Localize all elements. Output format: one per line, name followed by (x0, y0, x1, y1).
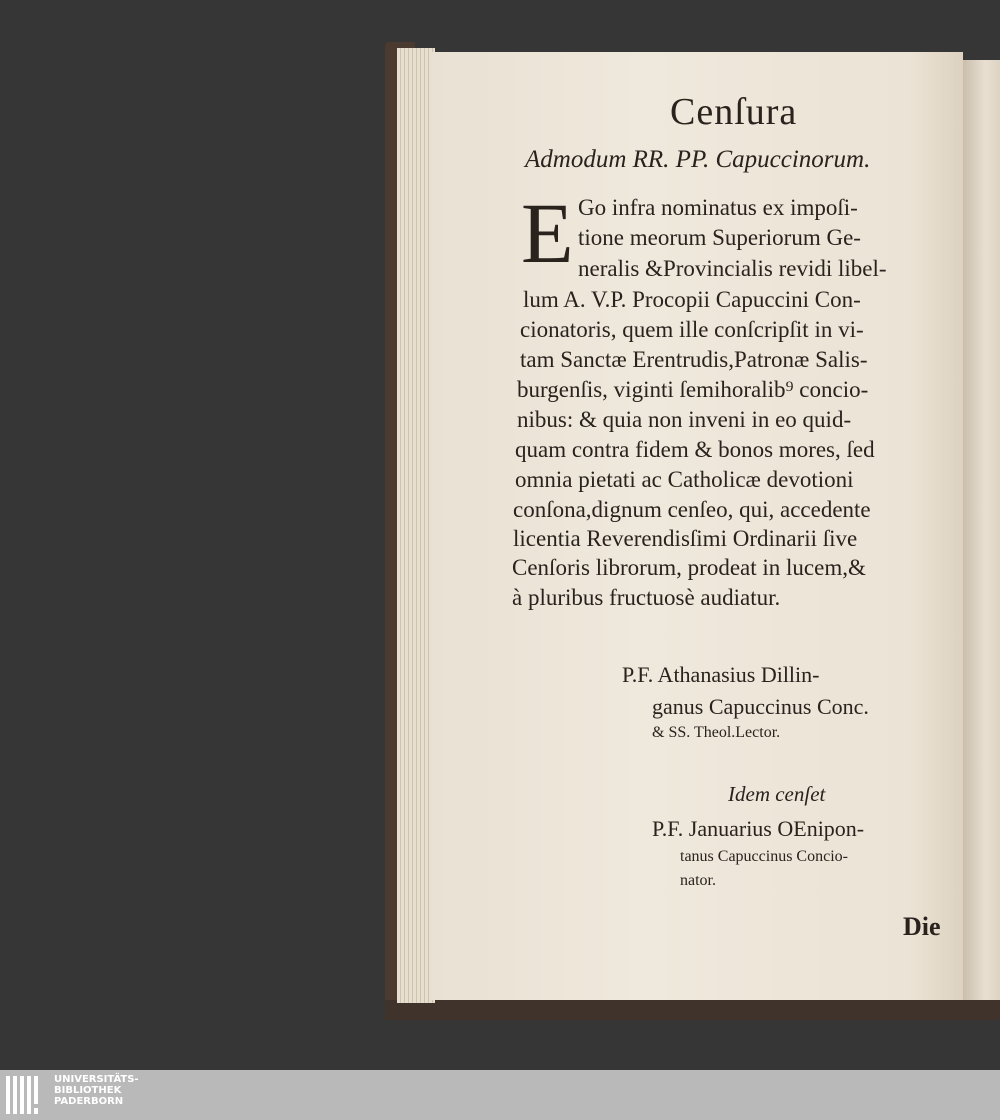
book-gutter (963, 60, 1000, 1000)
body-line: lum A. V.P. Procopii Capuccini Con- (523, 287, 861, 312)
library-name-line-1: UNIVERSITÄTS- (54, 1074, 139, 1085)
body-line: à pluribus fructuosè audiatur. (512, 585, 781, 610)
library-footer (0, 1070, 1000, 1120)
drop-cap: E (521, 185, 574, 281)
body-line: conſona,dignum cenſeo, qui, accedente (513, 497, 871, 522)
body-line: Cenſoris librorum, prodeat in lucem,& (512, 555, 866, 580)
signature-2-line-2: tanus Capuccinus Concio- (680, 848, 848, 865)
page-title: Cenſura (670, 91, 798, 133)
signature-1-line-1: P.F. Athanasius Dillin- (622, 662, 820, 687)
body-line: licentia Reverendisſimi Ordinarii ſive (513, 526, 858, 551)
page-subtitle: Admodum RR. PP. Capuccinorum. (525, 146, 871, 173)
body-line: cionatoris, quem ille conſcripſit in vi- (520, 317, 864, 342)
page-edges (397, 48, 435, 1003)
signature-1-line-3: & SS. Theol.Lector. (652, 724, 781, 741)
body-line: tam Sanctæ Erentrudis,Patronæ Salis- (520, 347, 868, 372)
body-line: tione meorum Superiorum Ge- (578, 225, 861, 250)
body-line: quam contra fidem & bonos mores, ſed (515, 437, 875, 462)
body-line: neralis &Provincialis revidi libel- (578, 256, 887, 281)
body-line: omnia pietati ac Catholicæ devotioni (515, 467, 854, 492)
book-cover-bottom (385, 1000, 1000, 1020)
signature-2-line-3: nator. (680, 872, 716, 889)
catchword: Die (903, 912, 941, 941)
library-name (54, 1074, 139, 1107)
body-line: nibus: & quia non inveni in eo quid- (517, 407, 852, 432)
signature-2-line-1: P.F. Januarius OEnipon- (652, 816, 865, 841)
library-name-line-3: PADERBORN (54, 1096, 124, 1107)
body-line: Go infra nominatus ex impoſi- (578, 195, 858, 220)
library-name-line-2: BIBLIOTHEK (54, 1085, 122, 1096)
signature-1-line-2: ganus Capuccinus Conc. (652, 694, 869, 719)
body-line: burgenſis, viginti ſemihoralib⁹ concio- (517, 377, 869, 402)
library-logo-icon (6, 1076, 46, 1114)
idem-censet: Idem cenſet (728, 782, 826, 806)
